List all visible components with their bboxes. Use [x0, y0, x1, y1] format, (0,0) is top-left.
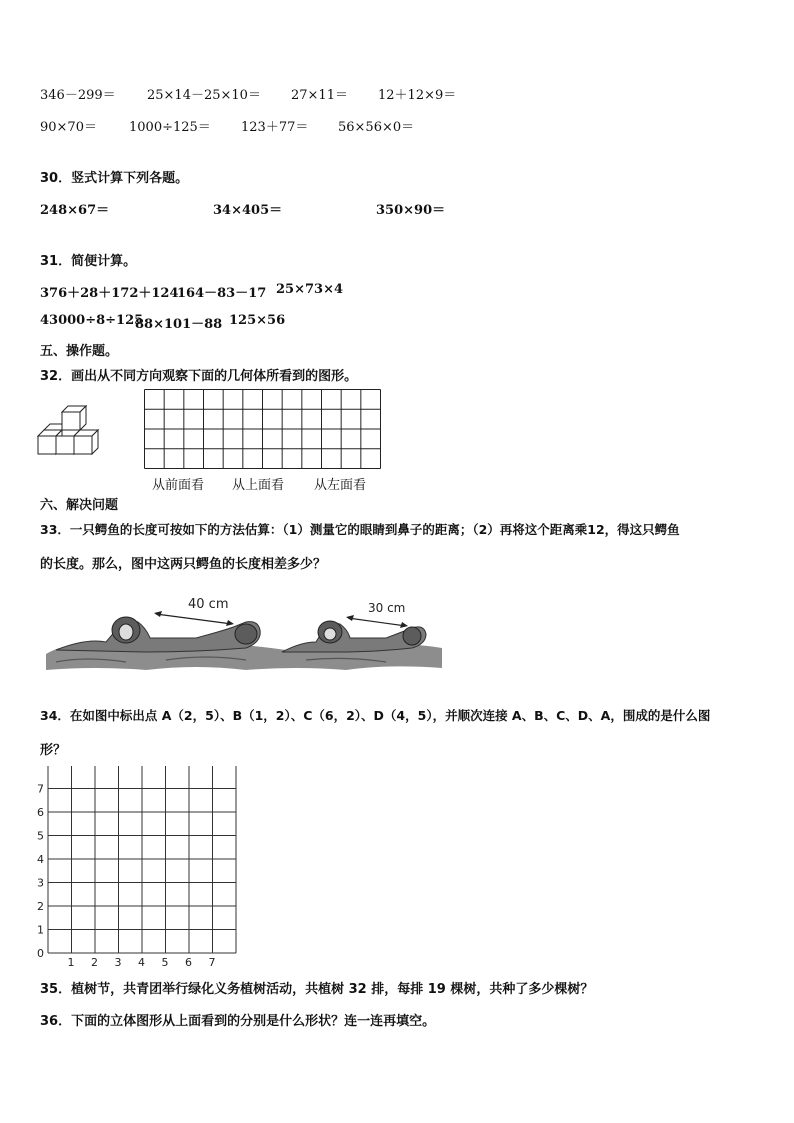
oral-calc-4: 12＋12×9＝ [378, 88, 457, 103]
coord-y-tick: 0 [37, 947, 44, 960]
section-5-title: 五、操作题。 [40, 344, 119, 359]
oral-calc-1: 346－299＝ [40, 88, 116, 103]
oral-calc-2: 25×14－25×10＝ [147, 88, 261, 103]
q31-item-6: 125×56 [229, 313, 286, 328]
coord-x-tick: 5 [161, 956, 169, 969]
coord-x-tick: 1 [67, 956, 75, 969]
q33-line-2: 的长度。那么，图中这两只鳄鱼的长度相差多少？ [40, 557, 327, 572]
q30-item-3: 350×90＝ [376, 203, 446, 218]
section-6-title: 六、解决问题 [40, 498, 119, 513]
view-label-front: 从前面看 [152, 478, 205, 493]
q30-item-2: 34×405＝ [213, 203, 283, 218]
view-label-top: 从上面看 [232, 478, 285, 493]
cube-stack-figure [36, 404, 108, 460]
q35-text: 35．植树节，共青团举行绿化义务植树活动，共植树 32 排，每排 19 棵树，共种了多少棵树？ [40, 982, 594, 997]
q31-item-5: 88×101－88 [135, 317, 223, 332]
coord-x-tick: 3 [114, 956, 122, 969]
coord-x-tick: 2 [91, 956, 98, 969]
q33-line-1: 33．一只鳄鱼的长度可按如下的方法估算：（1）测量它的眼睛到鼻子的距离；（2）再将这个距离乘12，得这只鳄鱼 [40, 522, 680, 537]
q31-item-4: 43000÷8÷125 [40, 313, 144, 328]
q31-item-3: 25×73×4 [276, 282, 344, 297]
q31-item-1: 376＋28＋172＋124 [40, 286, 179, 301]
oral-calc-5: 90×70＝ [40, 120, 97, 135]
q36-text: 36．下面的立体图形从上面看到的分别是什么形状？连一连再填空。 [40, 1014, 436, 1029]
coord-y-tick: 4 [37, 853, 44, 866]
view-drawing-grid[interactable] [144, 389, 381, 469]
q34-line-2: 形？ [40, 743, 67, 758]
q31-title: 31．简便计算。 [40, 254, 137, 269]
oral-calc-8: 56×56×0＝ [338, 120, 415, 135]
q30-title: 30．竖式计算下列各题。 [40, 171, 189, 186]
coord-x-tick: 7 [208, 956, 216, 969]
coord-y-tick: 1 [37, 923, 44, 937]
oral-calc-7: 123＋77＝ [241, 120, 309, 135]
coord-x-tick: 6 [185, 956, 192, 969]
coordinate-grid[interactable] [30, 766, 240, 970]
crocodile-illustration [46, 590, 442, 676]
q31-item-2: 164－83－17 [177, 286, 267, 301]
coord-y-tick: 2 [37, 900, 44, 913]
q32-title: 32．画出从不同方向观察下面的几何体所看到的图形。 [40, 369, 358, 384]
croc-2-measure-label: 30 cm [368, 601, 406, 615]
croc-1-measure-label: 40 cm [188, 597, 229, 612]
coord-y-tick: 6 [37, 806, 44, 819]
oral-calc-6: 1000÷125＝ [129, 120, 211, 135]
coord-y-tick: 3 [37, 876, 44, 890]
oral-calc-3: 27×11＝ [291, 88, 348, 103]
q34-line-1: 34．在如图中标出点 A（2，5）、B（1，2）、C（6，2）、D（4，5），并顺次连接 A、B、C、D、A，围成的是什么图 [40, 708, 711, 723]
coord-y-tick: 7 [37, 782, 44, 796]
q30-item-1: 248×67＝ [40, 203, 110, 218]
coord-x-tick: 4 [138, 956, 145, 969]
view-label-left: 从左面看 [314, 478, 367, 493]
coord-y-tick: 5 [37, 829, 44, 843]
